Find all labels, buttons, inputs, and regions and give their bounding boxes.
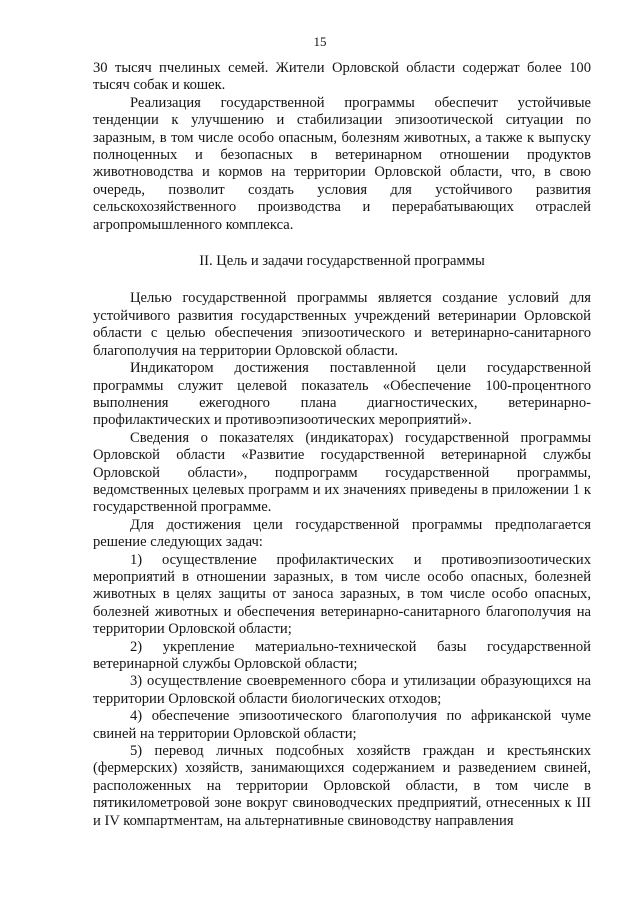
- list-item: 3) осуществление своевременного сбора и утилизации образующихся на территории Орловской области биологических отходов;: [93, 673, 591, 707]
- paragraph: Сведения о показателях (индикаторах) государственной программы Орловской области «Развитие государственной ветеринарной службы Орловской области», подпрограмм государственной программы, ведомственных целевых программ и их значениях приведены в приложении 1 к государственной программе.: [93, 429, 591, 516]
- paragraph: Целью государственной программы является создание условий для устойчивого развития государственных учреждений ветеринарии Орловской области с целью обеспечения эпизоотического и ветеринарно-санитарного благополучия на территории Орловской области.: [93, 290, 591, 359]
- page-content: [93, 60, 591, 830]
- section-heading: II. Цель и задачи государственной программы: [199, 253, 485, 270]
- paragraph: Индикатором достижения поставленной цели государственной программы служит целевой показатель «Обеспечение 100-процентного выполнения ежегодного плана диагностических, ветеринарно-профилактических и противоэпизоотических мероприятий».: [93, 360, 591, 429]
- paragraph: Для достижения цели государственной программы предполагается решение следующих задач:: [93, 516, 591, 551]
- paragraph: 30 тысяч пчелиных семей. Жители Орловской области содержат более 100 тысяч собак и кошек.: [93, 60, 591, 94]
- list-item: 5) перевод личных подсобных хозяйств граждан и крестьянских (фермерских) хозяйств, занимающихся содержанием и разведением свиней, расположенных на территории Орловской области, в том числе в пятикилометровой зоне вокруг свиноводческих предприятий, отнесенных к III и IV компартментам, на альтернативные свиноводству направления: [93, 743, 591, 829]
- list-item: 4) обеспечение эпизоотического благополучия по африканской чуме свиней на территории Орловской области;: [93, 708, 591, 742]
- list-item: 1) осуществление профилактических и противоэпизоотических мероприятий в отношении заразных, в том числе особо опасных, болезней животных в целях защиты от заноса заразных, в том числе особо опасных, болезней животных и обеспечения ветеринарно-санитарного благополучия на территории Орловской области;: [93, 551, 591, 638]
- list-item: 2) укрепление материально-технической базы государственной ветеринарной службы Орловской области;: [93, 638, 591, 672]
- page-number: 15: [313, 34, 327, 49]
- paragraph: Реализация государственной программы обеспечит устойчивые тенденции к улучшению и стабилизации эпизоотической ситуации по заразным, в том числе особо опасным, болезням животных, а также к выпуску полноценных и безопасных в ветеринарном отношении продуктов животноводства и кормов на территории Орловской области, что, в свою очередь, позволит создать условия для устойчивого развития сельскохозяйственного производства и перерабатывающих отраслей агропромышленного комплекса.: [93, 94, 591, 233]
